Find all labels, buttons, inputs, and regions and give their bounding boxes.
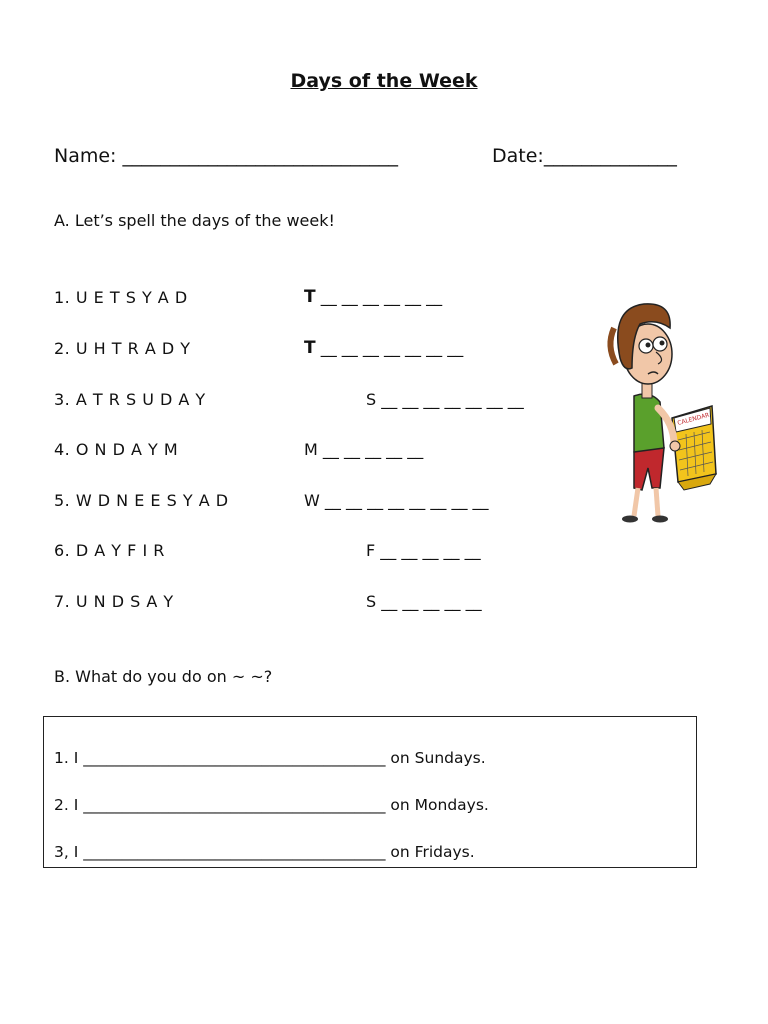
first-letter-6: F bbox=[366, 541, 376, 560]
date-field[interactable]: Date:______________ bbox=[492, 145, 677, 167]
scrambled-word-2: 2. U H T R A D Y bbox=[54, 339, 191, 358]
sentence-1-suffix: on Sundays. bbox=[390, 749, 486, 767]
first-letter-4: M bbox=[304, 440, 318, 459]
sentence-2[interactable] bbox=[54, 796, 489, 814]
section-b-heading: B. What do you do on ~ ~? bbox=[54, 667, 273, 686]
sentence-1-line: _______________________________________ bbox=[83, 749, 386, 767]
answer-line-3[interactable] bbox=[366, 390, 524, 409]
answer-line-4[interactable] bbox=[304, 440, 423, 459]
answer-blanks-3: __ __ __ __ __ __ __ bbox=[381, 390, 524, 409]
answer-blanks-2: __ __ __ __ __ __ __ bbox=[320, 338, 464, 357]
first-letter-3: S bbox=[366, 390, 377, 409]
sentence-3-prefix: 3, I bbox=[54, 843, 79, 861]
sentence-1-prefix: 1. I bbox=[54, 749, 79, 767]
scrambled-word-4: 4. O N D A Y M bbox=[54, 440, 179, 459]
sentence-3-suffix: on Fridays. bbox=[390, 843, 475, 861]
answer-blanks-6: __ __ __ __ __ bbox=[380, 541, 481, 560]
answer-line-1[interactable] bbox=[304, 287, 442, 307]
answer-line-5[interactable] bbox=[304, 491, 489, 510]
woman-with-calendar-illustration bbox=[598, 298, 720, 524]
first-letter-5: W bbox=[304, 491, 320, 510]
first-letter-1: T bbox=[304, 287, 316, 307]
scrambled-word-6: 6. D A Y F I R bbox=[54, 541, 165, 560]
scrambled-word-5: 5. W D N E E S Y A D bbox=[54, 491, 229, 510]
scrambled-word-1: 1. U E T S Y A D bbox=[54, 288, 188, 307]
answer-blanks-7: __ __ __ __ __ bbox=[381, 592, 482, 611]
answer-line-2[interactable] bbox=[304, 338, 463, 358]
name-field[interactable]: Name: _____________________________ bbox=[54, 145, 398, 167]
first-letter-2: T bbox=[304, 338, 316, 358]
sentence-2-prefix: 2. I bbox=[54, 796, 79, 814]
answer-blanks-5: __ __ __ __ __ __ __ __ bbox=[324, 491, 489, 510]
answer-blanks-1: __ __ __ __ __ __ bbox=[320, 287, 443, 306]
page-title: Days of the Week bbox=[290, 70, 478, 92]
section-a-heading: A. Let’s spell the days of the week! bbox=[54, 211, 335, 230]
scrambled-word-7: 7. U N D S A Y bbox=[54, 592, 174, 611]
answer-blanks-4: __ __ __ __ __ bbox=[322, 440, 424, 459]
sentence-2-suffix: on Mondays. bbox=[390, 796, 489, 814]
calendar-label: CALENDAR bbox=[676, 411, 711, 427]
answer-line-7[interactable] bbox=[366, 592, 482, 611]
sentence-1[interactable] bbox=[54, 749, 486, 767]
sentence-3[interactable] bbox=[54, 843, 475, 861]
sentence-2-line: _______________________________________ bbox=[83, 796, 386, 814]
scrambled-word-3: 3. A T R S U D A Y bbox=[54, 390, 206, 409]
answer-line-6[interactable] bbox=[366, 541, 481, 560]
first-letter-7: S bbox=[366, 592, 377, 611]
sentence-3-line: _______________________________________ bbox=[83, 843, 386, 861]
